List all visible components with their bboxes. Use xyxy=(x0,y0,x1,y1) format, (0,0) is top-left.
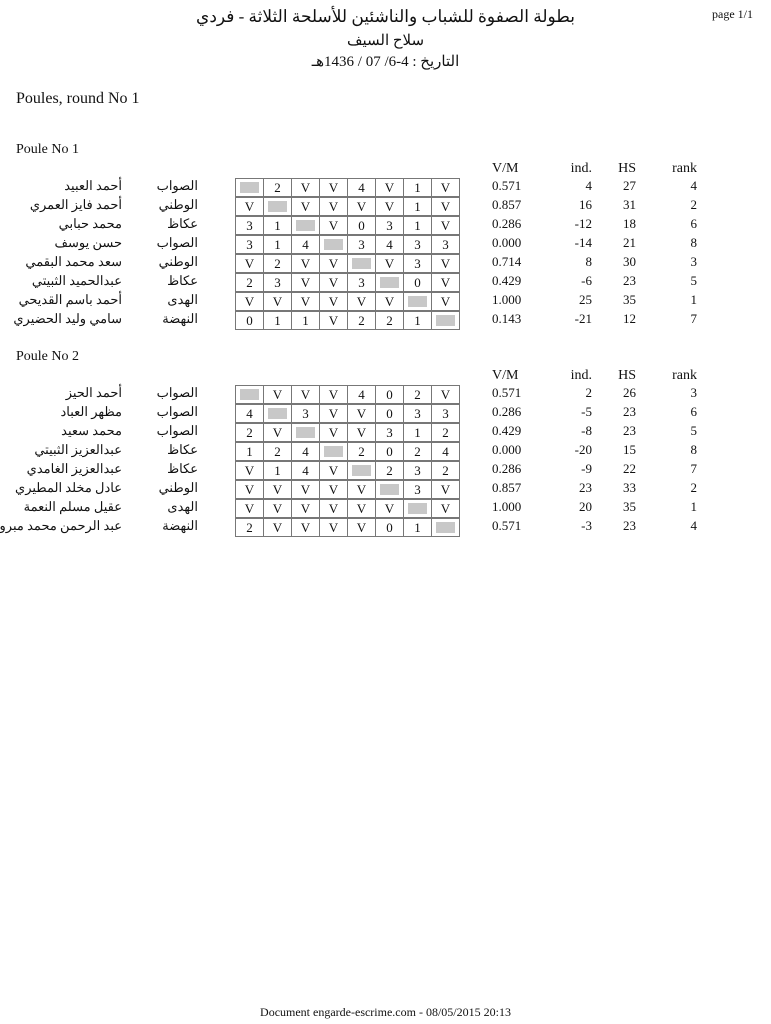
diagonal-shade xyxy=(380,277,399,288)
diagonal-shade xyxy=(296,427,315,438)
hits-scored-value: 27 xyxy=(623,178,636,193)
bout-cell: V xyxy=(291,178,320,197)
club-name: الوطني xyxy=(158,254,198,269)
bout-grid xyxy=(235,404,460,423)
indicator-value: -9 xyxy=(581,461,592,476)
hits-scored-value: 23 xyxy=(623,518,636,533)
bout-cell: V xyxy=(263,518,292,537)
fencer-name: أحمد العبيد xyxy=(64,178,122,193)
bout-cell-self xyxy=(403,499,432,518)
table-row xyxy=(0,480,771,499)
bout-grid xyxy=(235,480,460,499)
bout-cell-self xyxy=(347,254,376,273)
club-name: عكاظ xyxy=(167,442,198,457)
table-row xyxy=(0,385,771,404)
bout-cell: V xyxy=(375,292,404,311)
vm-value: 0.000 xyxy=(492,442,522,457)
table-row xyxy=(0,499,771,518)
diagonal-shade xyxy=(296,220,315,231)
bout-cell: V xyxy=(263,480,292,499)
rank-value: 2 xyxy=(690,480,697,495)
table-row xyxy=(0,273,771,292)
fencer-name: عقيل مسلم النعمة xyxy=(23,499,122,514)
fencer-name: عبدالحميد الثبيتي xyxy=(31,273,122,288)
column-header-vm: V/M xyxy=(492,368,519,383)
hits-scored-value: 18 xyxy=(623,216,636,231)
table-row xyxy=(0,254,771,273)
fencer-name: مظهر العباد xyxy=(60,404,122,419)
fencer-name: عبدالعزيز الثبيتي xyxy=(34,442,122,457)
bout-grid xyxy=(235,197,460,216)
indicator-value: -8 xyxy=(581,423,592,438)
indicator-value: -5 xyxy=(581,404,592,419)
bout-cell: V xyxy=(235,461,264,480)
table-row xyxy=(0,442,771,461)
indicator-value: -12 xyxy=(574,216,592,231)
column-header-ind: ind. xyxy=(570,368,592,383)
bout-cell: V xyxy=(291,292,320,311)
bout-cell: 2 xyxy=(235,423,264,442)
diagonal-shade xyxy=(408,503,427,514)
indicator-value: 16 xyxy=(579,197,592,212)
rank-value: 3 xyxy=(690,254,697,269)
club-name: الصواب xyxy=(156,423,198,438)
bout-cell: V xyxy=(347,518,376,537)
bout-grid xyxy=(235,311,460,330)
bout-cell: V xyxy=(431,480,460,499)
bout-cell: 2 xyxy=(347,311,376,330)
indicator-value: 23 xyxy=(579,480,592,495)
bout-cell: V xyxy=(319,461,348,480)
bout-cell: V xyxy=(347,404,376,423)
diagonal-shade xyxy=(380,484,399,495)
table-row xyxy=(0,292,771,311)
bout-cell: 3 xyxy=(403,235,432,254)
club-name: الهدى xyxy=(167,292,198,307)
bout-cell: V xyxy=(431,273,460,292)
bout-cell: V xyxy=(347,423,376,442)
fencer-name: محمد سعيد xyxy=(61,423,122,438)
bout-cell: 1 xyxy=(263,216,292,235)
bout-cell: 2 xyxy=(403,442,432,461)
club-name: الصواب xyxy=(156,178,198,193)
club-name: الوطني xyxy=(158,480,198,495)
bout-cell: 1 xyxy=(403,423,432,442)
bout-cell-self xyxy=(403,292,432,311)
table-row xyxy=(0,197,771,216)
fencer-name: عبدالعزيز الغامدي xyxy=(26,461,122,476)
vm-value: 1.000 xyxy=(492,499,522,514)
bout-cell: V xyxy=(431,499,460,518)
bout-cell: 2 xyxy=(403,385,432,404)
bout-cell: 2 xyxy=(235,518,264,537)
bout-cell: 2 xyxy=(235,273,264,292)
bout-cell: V xyxy=(319,480,348,499)
bout-cell: 4 xyxy=(347,385,376,404)
bout-cell: 2 xyxy=(347,442,376,461)
hits-scored-value: 35 xyxy=(623,292,636,307)
bout-cell-self xyxy=(263,197,292,216)
diagonal-shade xyxy=(240,389,259,400)
bout-cell: 0 xyxy=(235,311,264,330)
bout-cell: V xyxy=(263,292,292,311)
bout-cell: V xyxy=(263,423,292,442)
hits-scored-value: 12 xyxy=(623,311,636,326)
bout-cell: 3 xyxy=(375,423,404,442)
rank-value: 5 xyxy=(690,273,697,288)
round-title: Poules, round No 1 xyxy=(16,90,140,107)
bout-cell: 2 xyxy=(263,442,292,461)
rank-value: 6 xyxy=(690,216,697,231)
bout-cell: 1 xyxy=(291,311,320,330)
indicator-value: 8 xyxy=(585,254,592,269)
vm-value: 0.857 xyxy=(492,197,522,212)
rank-value: 4 xyxy=(690,518,697,533)
bout-cell-self xyxy=(291,423,320,442)
bout-cell: 3 xyxy=(235,216,264,235)
bout-grid xyxy=(235,273,460,292)
bout-cell: V xyxy=(235,499,264,518)
club-name: عكاظ xyxy=(167,461,198,476)
poule-title: Poule No 1 xyxy=(16,142,79,157)
bout-cell: V xyxy=(347,480,376,499)
rank-value: 1 xyxy=(690,292,697,307)
bout-cell: V xyxy=(431,254,460,273)
bout-cell: 0 xyxy=(375,518,404,537)
bout-cell: 0 xyxy=(375,442,404,461)
bout-cell: 3 xyxy=(375,216,404,235)
column-header-hs: HS xyxy=(618,161,636,176)
hits-scored-value: 35 xyxy=(623,499,636,514)
bout-cell: 2 xyxy=(431,461,460,480)
table-row xyxy=(0,404,771,423)
column-header-vm: V/M xyxy=(492,161,519,176)
fencer-name: حسن يوسف xyxy=(54,235,122,250)
club-name: النهضة xyxy=(162,311,198,326)
bout-cell: 1 xyxy=(235,442,264,461)
bout-cell-self xyxy=(319,235,348,254)
bout-cell: V xyxy=(431,178,460,197)
hits-scored-value: 23 xyxy=(623,273,636,288)
bout-cell-self xyxy=(291,216,320,235)
bout-cell: 1 xyxy=(403,178,432,197)
bout-cell: 3 xyxy=(403,461,432,480)
table-row xyxy=(0,311,771,330)
bout-cell: 3 xyxy=(431,235,460,254)
bout-grid xyxy=(235,461,460,480)
vm-value: 0.429 xyxy=(492,423,522,438)
club-name: الهدى xyxy=(167,499,198,514)
bout-cell: 1 xyxy=(263,461,292,480)
bout-cell: 3 xyxy=(403,480,432,499)
bout-cell: V xyxy=(319,423,348,442)
diagonal-shade xyxy=(408,296,427,307)
bout-cell: V xyxy=(431,216,460,235)
table-row xyxy=(0,216,771,235)
diagonal-shade xyxy=(352,465,371,476)
column-header-rank: rank xyxy=(672,368,697,383)
bout-cell: 1 xyxy=(403,311,432,330)
bout-grid xyxy=(235,499,460,518)
bout-cell: 3 xyxy=(431,404,460,423)
bout-cell: 4 xyxy=(291,442,320,461)
bout-cell: 4 xyxy=(235,404,264,423)
bout-cell-self xyxy=(431,518,460,537)
bout-cell: V xyxy=(291,385,320,404)
table-row xyxy=(0,518,771,537)
club-name: الصواب xyxy=(156,385,198,400)
bout-cell: 0 xyxy=(375,404,404,423)
bout-cell: 0 xyxy=(347,216,376,235)
club-name: الصواب xyxy=(156,235,198,250)
bout-cell-self xyxy=(347,461,376,480)
bout-cell: V xyxy=(319,385,348,404)
bout-cell: V xyxy=(235,480,264,499)
hits-scored-value: 23 xyxy=(623,423,636,438)
fencer-name: محمد حبابي xyxy=(58,216,122,231)
bout-cell: V xyxy=(319,311,348,330)
fencer-name: عبد الرحمن محمد مبرو xyxy=(0,518,122,533)
bout-cell: V xyxy=(263,385,292,404)
vm-value: 0.000 xyxy=(492,235,522,250)
bout-cell: V xyxy=(319,178,348,197)
bout-cell: 3 xyxy=(347,235,376,254)
bout-cell: V xyxy=(347,197,376,216)
bout-cell: 3 xyxy=(403,254,432,273)
rank-value: 5 xyxy=(690,423,697,438)
vm-value: 0.857 xyxy=(492,480,522,495)
date-line: التاريخ : 4-6/ 07 / 1436هـ xyxy=(311,54,460,70)
rank-value: 2 xyxy=(690,197,697,212)
fencer-name: أحمد باسم القديحي xyxy=(18,292,122,307)
bout-cell: V xyxy=(235,254,264,273)
indicator-value: -3 xyxy=(581,518,592,533)
diagonal-shade xyxy=(324,239,343,250)
bout-cell: V xyxy=(291,518,320,537)
table-row xyxy=(0,235,771,254)
rank-value: 1 xyxy=(690,499,697,514)
hits-scored-value: 30 xyxy=(623,254,636,269)
bout-grid xyxy=(235,442,460,461)
bout-grid xyxy=(235,216,460,235)
bout-cell: 4 xyxy=(375,235,404,254)
indicator-value: -14 xyxy=(574,235,592,250)
indicator-value: -6 xyxy=(581,273,592,288)
hits-scored-value: 26 xyxy=(623,385,636,400)
indicator-value: 20 xyxy=(579,499,592,514)
fencer-name: سعد محمد البقمي xyxy=(25,254,122,269)
bout-cell: 3 xyxy=(291,404,320,423)
bout-cell: V xyxy=(431,385,460,404)
club-name: الوطني xyxy=(158,197,198,212)
vm-value: 0.571 xyxy=(492,385,522,400)
vm-value: 0.714 xyxy=(492,254,522,269)
bout-cell: 3 xyxy=(347,273,376,292)
bout-cell: 3 xyxy=(263,273,292,292)
bout-cell: V xyxy=(319,404,348,423)
bout-cell: V xyxy=(291,197,320,216)
bout-cell: 2 xyxy=(375,311,404,330)
rank-value: 8 xyxy=(690,235,697,250)
bout-cell: V xyxy=(319,292,348,311)
fencer-name: أحمد فايز العمري xyxy=(29,197,122,212)
vm-value: 0.143 xyxy=(492,311,522,326)
bout-cell: V xyxy=(319,499,348,518)
bout-grid xyxy=(235,254,460,273)
vm-value: 0.286 xyxy=(492,461,522,476)
diagonal-shade xyxy=(436,315,455,326)
document-title: بطولة الصفوة للشباب والناشئين للأسلحة الثلاثة - فردي xyxy=(196,7,575,26)
fencer-name: أحمد الحيز xyxy=(65,385,122,400)
vm-value: 1.000 xyxy=(492,292,522,307)
bout-cell: V xyxy=(375,254,404,273)
bout-cell: V xyxy=(319,518,348,537)
hits-scored-value: 21 xyxy=(623,235,636,250)
table-row xyxy=(0,461,771,480)
bout-cell: 3 xyxy=(403,404,432,423)
bout-cell: V xyxy=(291,254,320,273)
bout-cell: 4 xyxy=(431,442,460,461)
column-header-rank: rank xyxy=(672,161,697,176)
rank-value: 6 xyxy=(690,404,697,419)
bout-grid xyxy=(235,518,460,537)
hits-scored-value: 23 xyxy=(623,404,636,419)
bout-cell: 1 xyxy=(263,235,292,254)
bout-cell: V xyxy=(431,292,460,311)
vm-value: 0.286 xyxy=(492,404,522,419)
bout-cell: 1 xyxy=(403,197,432,216)
club-name: الصواب xyxy=(156,404,198,419)
bout-cell: 2 xyxy=(263,254,292,273)
club-name: عكاظ xyxy=(167,273,198,288)
poule-title: Poule No 2 xyxy=(16,349,79,364)
rank-value: 7 xyxy=(690,461,697,476)
bout-cell-self xyxy=(235,385,264,404)
bout-cell: V xyxy=(319,197,348,216)
rank-value: 4 xyxy=(690,178,697,193)
bout-cell: V xyxy=(319,273,348,292)
rank-value: 3 xyxy=(690,385,697,400)
bout-cell: V xyxy=(291,480,320,499)
bout-cell: V xyxy=(263,499,292,518)
bout-grid xyxy=(235,178,460,197)
club-name: عكاظ xyxy=(167,216,198,231)
bout-grid xyxy=(235,292,460,311)
vm-value: 0.571 xyxy=(492,518,522,533)
bout-grid xyxy=(235,235,460,254)
indicator-value: -20 xyxy=(574,442,592,457)
bout-cell-self xyxy=(263,404,292,423)
bout-cell: 3 xyxy=(235,235,264,254)
rank-value: 8 xyxy=(690,442,697,457)
diagonal-shade xyxy=(268,201,287,212)
bout-cell: 1 xyxy=(403,518,432,537)
diagonal-shade xyxy=(268,408,287,419)
bout-cell-self xyxy=(431,311,460,330)
bout-cell: V xyxy=(235,292,264,311)
bout-cell: 2 xyxy=(431,423,460,442)
fencer-name: سامي وليد الحضيري xyxy=(13,311,122,326)
bout-cell: 2 xyxy=(263,178,292,197)
vm-value: 0.571 xyxy=(492,178,522,193)
vm-value: 0.429 xyxy=(492,273,522,288)
bout-cell-self xyxy=(319,442,348,461)
column-header-hs: HS xyxy=(618,368,636,383)
indicator-value: 4 xyxy=(585,178,592,193)
bout-grid xyxy=(235,385,460,404)
bout-cell: V xyxy=(319,216,348,235)
bout-cell: V xyxy=(347,292,376,311)
bout-cell: 1 xyxy=(263,311,292,330)
bout-cell: V xyxy=(375,197,404,216)
bout-cell: V xyxy=(375,178,404,197)
hits-scored-value: 15 xyxy=(623,442,636,457)
bout-cell-self xyxy=(375,273,404,292)
bout-cell: V xyxy=(291,273,320,292)
bout-cell: 0 xyxy=(375,385,404,404)
club-name: النهضة xyxy=(162,518,198,533)
column-header-ind: ind. xyxy=(570,161,592,176)
bout-grid xyxy=(235,423,460,442)
bout-cell: 1 xyxy=(403,216,432,235)
footer: Document engarde-escrime.com - 08/05/2015 20:13 xyxy=(260,1005,511,1019)
bout-cell: 4 xyxy=(347,178,376,197)
diagonal-shade xyxy=(240,182,259,193)
fencer-name: عادل مخلد المطيري xyxy=(15,480,122,495)
bout-cell: 4 xyxy=(291,235,320,254)
bout-cell-self xyxy=(375,480,404,499)
table-row xyxy=(0,423,771,442)
bout-cell: 0 xyxy=(403,273,432,292)
rank-value: 7 xyxy=(690,311,697,326)
hits-scored-value: 31 xyxy=(623,197,636,212)
bout-cell: V xyxy=(235,197,264,216)
bout-cell: 4 xyxy=(291,461,320,480)
indicator-value: 25 xyxy=(579,292,592,307)
hits-scored-value: 22 xyxy=(623,461,636,476)
page-number: page 1/1 xyxy=(712,7,753,21)
bout-cell: V xyxy=(375,499,404,518)
bout-cell-self xyxy=(235,178,264,197)
diagonal-shade xyxy=(324,446,343,457)
bout-cell: V xyxy=(347,499,376,518)
table-row xyxy=(0,178,771,197)
bout-cell: V xyxy=(319,254,348,273)
indicator-value: -21 xyxy=(574,311,592,326)
bout-cell: V xyxy=(291,499,320,518)
bout-cell: 2 xyxy=(375,461,404,480)
indicator-value: 2 xyxy=(585,385,592,400)
diagonal-shade xyxy=(352,258,371,269)
hits-scored-value: 33 xyxy=(623,480,636,495)
bout-cell: V xyxy=(431,197,460,216)
diagonal-shade xyxy=(436,522,455,533)
weapon-subtitle: سلاح السيف xyxy=(346,33,425,49)
vm-value: 0.286 xyxy=(492,216,522,231)
